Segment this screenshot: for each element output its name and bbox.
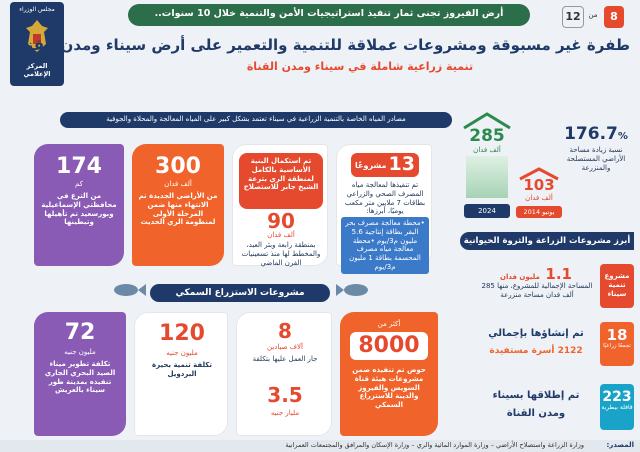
canals-value: 174 — [56, 154, 102, 179]
water-card-canals — [34, 144, 124, 266]
agri-caravans-value: 223 — [602, 389, 632, 405]
irrigation-unit: ألف فدان — [164, 180, 192, 188]
water-card-projects-header — [351, 153, 419, 177]
agri-sinai-value-line — [476, 264, 596, 283]
agri-header: أبرز مشروعات الزراعة والثروة الحيوانية — [460, 232, 634, 250]
fish-port-text: تكلفة تطوير ميناء الصيد البحري الجاري تنفيذه بمدينة طور سيناء بالعريش — [44, 360, 116, 395]
agri-sinai-value: 1.1 — [545, 265, 572, 283]
page-of-label: من — [588, 11, 598, 19]
fish-card-ponds — [340, 312, 438, 436]
land-2024-block — [460, 112, 514, 202]
water-projects-extra: •محطة معالجة مصرف بحر البقر بطاقة إنتاجية 5.6 مليون م3/يوم •محطة معالجة مياه مصرف المحسمة بطاقة 1 مليون م3/يوم — [341, 217, 429, 274]
land-2024-value: 285 — [469, 126, 505, 146]
footer-label: المصدر: — [606, 441, 634, 449]
agri-caravans-unit: قافلة بيطرية — [601, 404, 633, 411]
agri-sinai-unit: مليون فدان — [499, 273, 540, 281]
shaikh-jaber-extra: بمنطقة رابعة وبئر العبد، والمخطط لها منذ تسعينيات القرن الماضي — [241, 241, 321, 267]
fish-fishermen-value2: 3.5 — [267, 383, 303, 407]
logo-text-top: مجلس الوزراء — [19, 6, 55, 13]
agri-item-sinai — [476, 262, 634, 310]
fish-ponds-text: حوض تم تنفيذه ضمن مشروعات هيئة قناة السويس والفيروز والديبة للاستزراع السمكي — [352, 366, 426, 409]
water-banner-text: مصادر المياه الخاصة بالتنمية الزراعية في سيناء تعتمد بشكل كبير على المياه المعالجة والمحلاة والجوفية — [106, 115, 406, 123]
canals-unit: كم — [75, 180, 83, 188]
land-2014-unit: ألف فدان — [525, 194, 553, 202]
page-number-total: 12 — [562, 6, 584, 28]
land-2024-year: 2024 — [464, 204, 510, 218]
agri-caravans-badge — [600, 384, 634, 430]
water-card-shaikh-jaber — [232, 144, 328, 266]
land-pct-text: نسبة زيادة مساحة الأراضي المستصلحة والمنزرعة — [566, 146, 626, 172]
fish-card-bardawil — [134, 312, 228, 436]
fish-banner: مشروعات الاستزراع السمكي — [150, 284, 330, 302]
agri-clusters-text2: 2122 أسرة مستفيدة — [489, 346, 583, 356]
fish-bardawil-unit: مليون جنيه — [166, 349, 198, 357]
page-indicator — [544, 6, 624, 28]
water-projects-unit: مشروعًا — [355, 161, 387, 170]
land-pct-number: 176.7 — [564, 124, 618, 144]
agri-caravans-text1: تم إطلاقها بسيناء — [492, 390, 580, 401]
agri-item-clusters — [476, 322, 634, 366]
fish-ponds-value: 8000 — [358, 333, 420, 358]
fish-fishermen-unit2: مليار جنيه — [270, 409, 300, 417]
agri-sinai-badge: مشروع تنمية سيناء — [600, 264, 634, 308]
agri-clusters-badge — [600, 322, 634, 366]
irrigation-text: من الأراضي الجديدة تم الانتهاء منها ضمن المرحلة الأولى لمنظومة الري الحديث — [138, 192, 218, 227]
land-2014-year: يونيو 2014 — [516, 206, 562, 218]
page-subtitle: تنمية زراعية شاملة في سيناء ومدن القناة — [246, 60, 474, 73]
footer-source: وزارة الزراعة واستصلاح الأراضي – وزارة الموارد المائية والري – وزارة الإسكان والمرافق والمجتمعات العمرانية — [285, 441, 584, 449]
fish-fishermen-text: جار العمل عليها بتكلفة — [252, 355, 318, 363]
fish-fishermen-unit: آلاف صيادين — [266, 343, 303, 351]
fish-port-unit: مليون جنيه — [64, 348, 96, 356]
page-number-current: 8 — [604, 6, 624, 28]
water-projects-text: تم تنفيذها لمعالجة مياه المصرف الصحي والزراعي بطاقات 7 ملايين متر مكعب يوميًا، أبرزها: — [344, 181, 426, 216]
fish-ponds-prefix: أكثر من — [377, 320, 401, 328]
land-pct-value — [560, 124, 632, 144]
shaikh-jaber-text: تم استكمال البنية الأساسية بالكامل لمنطقة الري بترعة الشيخ جابر للاستصلاح — [239, 153, 323, 209]
logo-text-bottom: المركز الإعلامي — [23, 62, 51, 78]
canals-text: من الترع في محافظتي الإسماعيلية وبورسعيد تم تأهيلها وتبطينها — [41, 192, 117, 227]
fish-fishermen-value: 8 — [278, 319, 292, 343]
land-pct-sign: % — [617, 131, 628, 142]
fish-icon-right — [336, 280, 370, 300]
agri-clusters-unit: تجمعًا زراعيًا — [603, 343, 631, 349]
land-pct-block — [560, 124, 632, 204]
page-title: طفرة غير مسبوقة ومشروعات عملاقة للتنمية والتعمير على أرض سيناء ومدن القناة — [13, 36, 630, 54]
land-2024-unit: ألف فدان — [473, 146, 501, 154]
agri-clusters-value: 18 — [606, 326, 628, 344]
fish-ponds-value-box — [350, 332, 428, 360]
agri-sinai-text: المساحة الإجمالية للمشروع، منها 285 ألف فدان مساحة منزرعة — [481, 282, 593, 299]
header-banner-text: أرض الفيروز تجنى ثمار تنفيذ استراتيجيات الأمن والتنمية خلال 10 سنوات.. — [154, 8, 504, 19]
agri-clusters-text1: تم إنشاؤها بإجمالي — [488, 328, 584, 339]
agri-item-caravans — [476, 384, 634, 430]
bar-2024 — [466, 156, 508, 198]
water-card-irrigation — [132, 144, 224, 266]
shaikh-jaber-unit: ألف فدان — [267, 231, 295, 239]
irrigation-value: 300 — [155, 154, 201, 179]
fish-icon-left — [112, 280, 146, 300]
water-card-projects — [336, 144, 432, 271]
fish-bardawil-value: 120 — [159, 321, 205, 346]
water-projects-value: 13 — [388, 153, 415, 175]
fish-card-fishermen — [236, 312, 332, 436]
fish-card-port — [34, 312, 126, 436]
land-2014-value: 103 — [523, 176, 555, 194]
land-2014-block — [514, 166, 564, 206]
shaikh-jaber-value: 90 — [267, 209, 295, 233]
fish-bardawil-text: تكلفة تنمية بحيرة البردويل — [151, 361, 212, 378]
fish-port-value: 72 — [64, 320, 96, 345]
agri-caravans-text2: ومدن القناة — [506, 408, 566, 419]
